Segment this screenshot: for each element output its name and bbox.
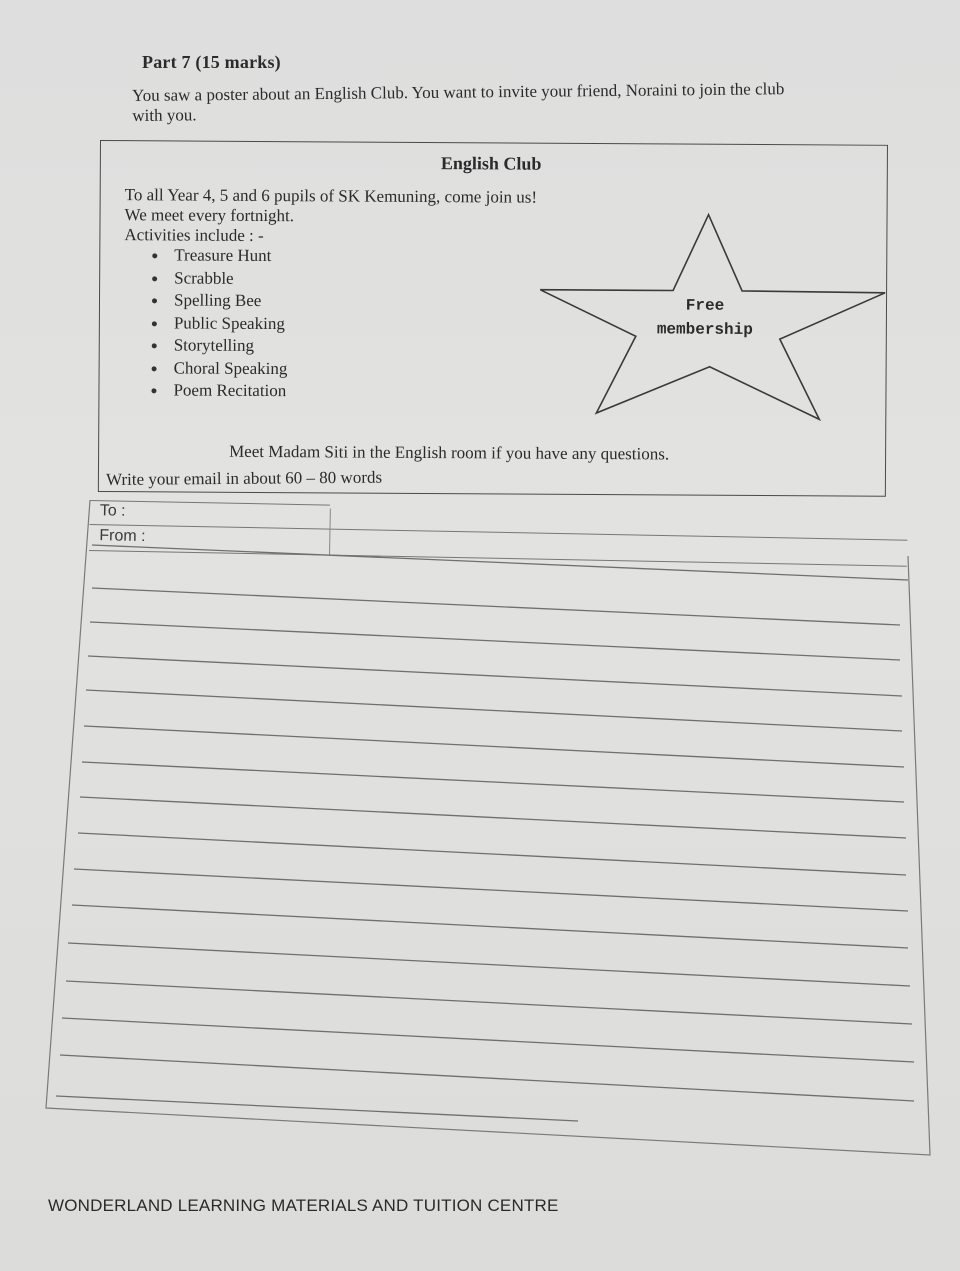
writing-line[interactable] bbox=[72, 905, 908, 948]
writing-line[interactable] bbox=[90, 622, 900, 660]
bullet-icon bbox=[152, 253, 157, 258]
intro-line-1: You saw a poster about an English Club. You want to invite your friend, Noraini to join the club bbox=[132, 79, 785, 105]
list-item bbox=[142, 313, 288, 336]
writing-line[interactable] bbox=[80, 797, 906, 838]
intro-line-2: with you. bbox=[132, 105, 197, 125]
list-item bbox=[142, 290, 288, 313]
to-label: To : bbox=[99, 502, 126, 520]
english-club-poster bbox=[98, 140, 888, 497]
writing-line[interactable] bbox=[84, 726, 904, 767]
activity-label: Public Speaking bbox=[173, 312, 285, 333]
poster-invitation: To all Year 4, 5 and 6 pupils of SK Kemuning, come join us! bbox=[124, 185, 538, 207]
list-item bbox=[142, 268, 288, 291]
writing-line[interactable] bbox=[88, 656, 902, 696]
poster-activities-heading: Activities include : - bbox=[124, 225, 264, 246]
poster-title: English Club bbox=[440, 153, 542, 174]
activity-label: Treasure Hunt bbox=[174, 245, 272, 266]
writing-line[interactable] bbox=[74, 869, 908, 911]
task-introduction bbox=[132, 78, 902, 126]
writing-line[interactable] bbox=[86, 690, 902, 731]
activity-label: Poem Recitation bbox=[173, 380, 287, 401]
poster-schedule: We meet every fortnight. bbox=[124, 205, 295, 226]
bullet-icon bbox=[152, 298, 157, 303]
list-item bbox=[142, 245, 288, 268]
writing-line[interactable] bbox=[68, 943, 910, 986]
writing-box-border bbox=[46, 500, 930, 1155]
star-icon bbox=[539, 208, 890, 430]
writing-line[interactable] bbox=[62, 1018, 914, 1062]
writing-line[interactable] bbox=[82, 762, 904, 802]
star-membership-label: membership bbox=[656, 320, 753, 339]
list-item bbox=[142, 335, 288, 358]
poster-contact-note: Meet Madam Siti in the English room if you have any questions. bbox=[229, 441, 670, 464]
writing-instruction: Write your email in about 60 – 80 words bbox=[106, 467, 383, 489]
list-item bbox=[141, 380, 287, 403]
email-header-form bbox=[89, 500, 908, 576]
publisher-footer: WONDERLAND LEARNING MATERIALS AND TUITION CENTRE bbox=[48, 1196, 559, 1215]
activity-label: Choral Speaking bbox=[173, 357, 288, 378]
writing-line[interactable] bbox=[78, 833, 906, 875]
activity-label: Spelling Bee bbox=[173, 290, 262, 310]
writing-line[interactable] bbox=[60, 1055, 914, 1101]
form-border-top bbox=[90, 500, 330, 506]
activity-label: Scrabble bbox=[174, 267, 234, 288]
bullet-icon bbox=[152, 321, 157, 326]
bullet-icon bbox=[151, 388, 156, 393]
writing-line[interactable] bbox=[92, 588, 900, 625]
part-title: Part 7 (15 marks) bbox=[142, 52, 281, 72]
writing-line[interactable] bbox=[56, 1096, 578, 1121]
from-label: From : bbox=[99, 527, 146, 546]
bullet-icon bbox=[152, 366, 157, 371]
writing-line[interactable] bbox=[66, 981, 912, 1024]
list-item bbox=[142, 358, 288, 381]
bullet-icon bbox=[152, 343, 157, 348]
bullet-icon bbox=[152, 276, 157, 281]
activities-list bbox=[141, 245, 288, 403]
activity-label: Storytelling bbox=[173, 335, 255, 355]
star-free-label: Free bbox=[685, 296, 725, 315]
